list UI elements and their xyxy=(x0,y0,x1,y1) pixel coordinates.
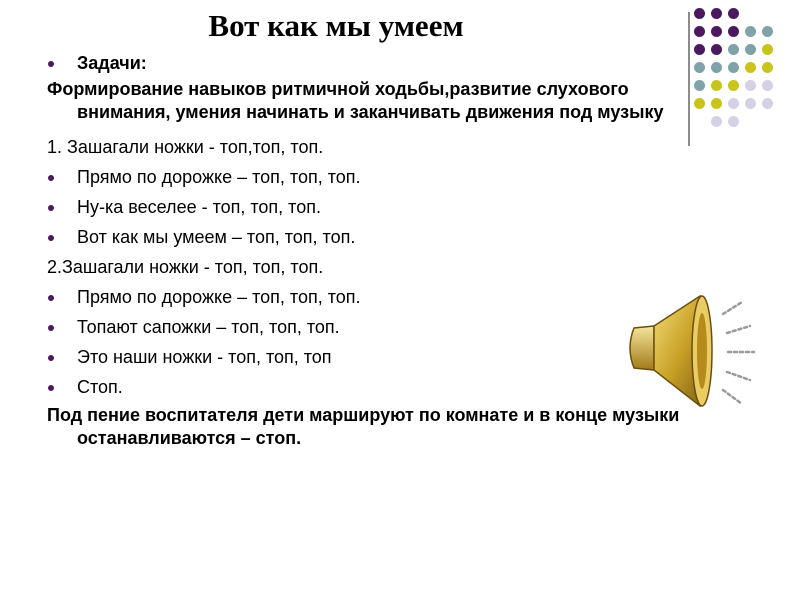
decorative-dot xyxy=(762,26,773,37)
decorative-dot xyxy=(745,62,756,73)
verse1-heading: 1. Зашагали ножки - топ,топ, топ. xyxy=(47,137,324,157)
verse2-line: Топают сапожки – топ, топ, топ. xyxy=(47,312,707,342)
decorative-dot xyxy=(762,80,773,91)
speaker-sound-icon[interactable] xyxy=(620,288,760,418)
verse2-line: Прямо по дорожке – топ, топ, топ. xyxy=(47,282,707,312)
decorative-dot xyxy=(728,26,739,37)
decorative-dot xyxy=(762,44,773,55)
verse2-line: Это наши ножки - топ, топ, топ xyxy=(47,342,707,372)
tasks-label: Задачи: xyxy=(47,48,707,78)
decorative-dot xyxy=(728,8,739,19)
verse1-line: Ну-ка веселее - топ, топ, топ. xyxy=(47,192,707,222)
decorative-dot xyxy=(694,26,705,37)
decorative-dot xyxy=(745,44,756,55)
decorative-dot xyxy=(711,26,722,37)
decorative-dot xyxy=(728,80,739,91)
closing-text: Под пение воспитателя дети маршируют по комнате и в конце музыки останавливаются – стоп. xyxy=(47,405,680,448)
verse1-line: Прямо по дорожке – топ, топ, топ. xyxy=(47,162,707,192)
verse2-line: Стоп. xyxy=(47,372,707,402)
verse2-heading: 2.Зашагали ножки - топ, топ, топ. xyxy=(47,257,324,277)
decorative-dot xyxy=(711,62,722,73)
decorative-dot xyxy=(745,80,756,91)
slide-body xyxy=(47,48,707,458)
decorative-dot xyxy=(762,62,773,73)
decorative-dot xyxy=(711,98,722,109)
decorative-dot xyxy=(745,98,756,109)
slide-title: Вот как мы умеем xyxy=(208,8,464,43)
goal-text: Формирование навыков ритмичной ходьбы,развитие слухового внимания, умения начинать и заканчивать движения под музыку xyxy=(47,79,664,122)
decorative-dot xyxy=(762,98,773,109)
decorative-dot xyxy=(711,8,722,19)
decorative-dot xyxy=(711,44,722,55)
verse1-line: Вот как мы умеем – топ, топ, топ. xyxy=(47,222,707,252)
decorative-dot xyxy=(728,44,739,55)
decorative-dot xyxy=(711,80,722,91)
decorative-dot-grid xyxy=(694,8,784,138)
decorative-dot xyxy=(728,62,739,73)
decorative-dot xyxy=(711,116,722,127)
decorative-dot xyxy=(728,98,739,109)
decorative-dot xyxy=(728,116,739,127)
decorative-dot xyxy=(694,8,705,19)
decorative-dot xyxy=(745,26,756,37)
